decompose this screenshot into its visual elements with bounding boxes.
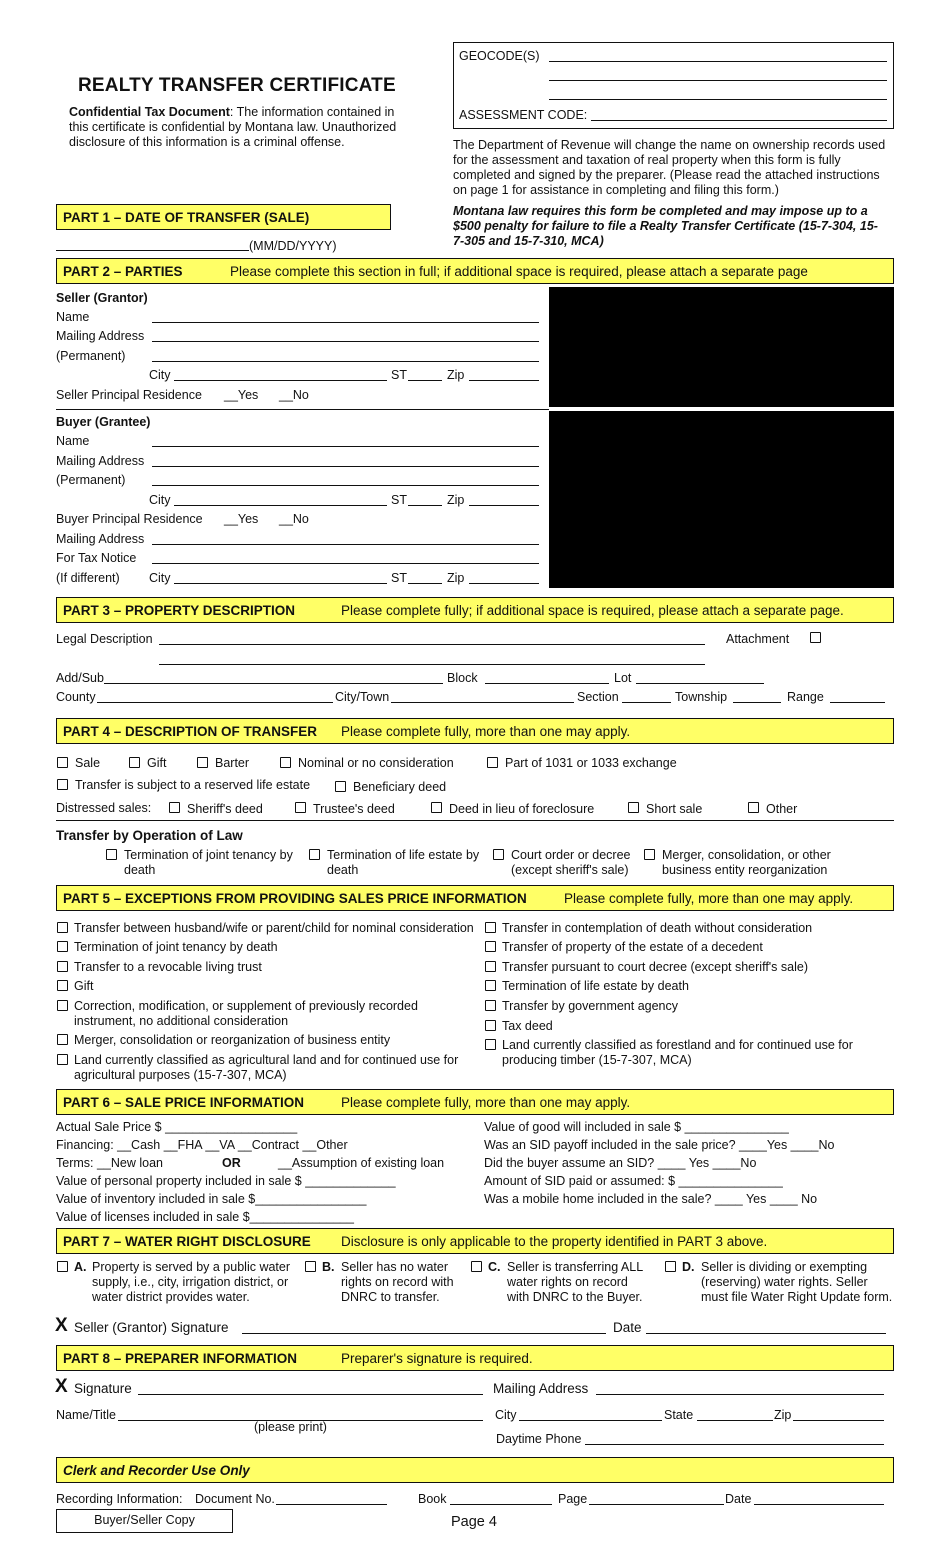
water-b-text-3: DNRC to transfer. <box>341 1290 440 1304</box>
water-d-text-3: must file Water Right Update form. <box>701 1290 893 1304</box>
water-a-text-1: Property is served by a public water <box>92 1260 291 1274</box>
part2-header <box>56 258 894 284</box>
part5-header <box>56 885 894 911</box>
clerk-heading: Clerk and Recorder Use Only <box>63 1463 250 1478</box>
assessment-code-label: ASSESSMENT CODE: <box>459 108 588 122</box>
city-town-line[interactable] <box>391 702 574 703</box>
preparer-signature-x-icon: X <box>55 1376 68 1397</box>
inventory-value[interactable]: Value of inventory included in sale $________________ <box>56 1192 367 1206</box>
exception-left-5-label: Correction, modification, or supplement of previously recorded <box>74 999 418 1013</box>
seller-mailing-line[interactable] <box>152 341 539 342</box>
preparer-mailing-label: Mailing Address <box>493 1381 589 1396</box>
exception-right-7-checkbox[interactable] <box>485 1039 496 1050</box>
water-a-letter: A. <box>74 1260 87 1274</box>
geocode-line-2[interactable] <box>549 80 887 81</box>
section-label: Section <box>577 690 619 704</box>
exception-right-3-label: Transfer pursuant to court decree (except sheriff's sale) <box>502 960 808 974</box>
part2-note: Please complete this section in full; if additional space is required, please attach a separate page <box>230 264 808 279</box>
part7-note: Disclosure is only applicable to the property identified in PART 3 above. <box>341 1234 768 1249</box>
seller-name-line[interactable] <box>152 322 539 323</box>
exception-right-5-checkbox[interactable] <box>485 1000 496 1011</box>
beneficiary-deed-label: Beneficiary deed <box>353 780 447 794</box>
termination-joint-label: Termination of joint tenancy by <box>124 848 293 862</box>
buyer-st-label: ST <box>391 493 407 507</box>
township-label: Township <box>675 690 728 704</box>
reserved-life-estate-label: Transfer is subject to a reserved life estate <box>75 778 311 792</box>
water-c-text-2: water rights on record <box>507 1275 628 1289</box>
redacted-area-seller <box>549 287 894 407</box>
part2-heading: PART 2 – PARTIES <box>63 264 183 279</box>
sale-label: Sale <box>75 756 101 770</box>
nominal-checkbox[interactable] <box>280 757 291 768</box>
tax-city-line[interactable] <box>174 583 387 584</box>
tax-zip-label: Zip <box>447 571 465 585</box>
termination-joint-label-2: death <box>124 863 156 877</box>
preparer-city-line[interactable] <box>519 1420 662 1421</box>
part8-header <box>56 1345 894 1371</box>
preparer-state-line[interactable] <box>697 1420 773 1421</box>
short-sale-checkbox[interactable] <box>628 802 639 813</box>
exception-right-1-checkbox[interactable] <box>485 922 496 933</box>
sid-amount[interactable]: Amount of SID paid or assumed: $ _______________ <box>484 1174 783 1188</box>
trustees-deed-label: Trustee's deed <box>313 802 395 816</box>
daytime-phone-line[interactable] <box>585 1444 884 1445</box>
court-order-label-2: (except sheriff's sale) <box>511 863 629 877</box>
seller-city-label: City <box>149 368 171 382</box>
part1-heading: PART 1 – DATE OF TRANSFER (SALE) <box>63 210 310 225</box>
exception-left-2-checkbox[interactable] <box>57 941 68 952</box>
preparer-zip-line[interactable] <box>793 1420 884 1421</box>
city-town-label: City/Town <box>335 690 390 704</box>
tax-mailing-label: Mailing Address <box>56 532 145 546</box>
part5-note: Please complete fully, more than one may apply. <box>564 891 854 906</box>
water-b-checkbox[interactable] <box>305 1261 316 1272</box>
exception-right-2-label: Transfer of property of the estate of a decedent <box>502 940 763 954</box>
water-a-text-2: supply, i.e., city, irrigation district, or <box>92 1275 289 1289</box>
preparer-state-label: State <box>664 1408 694 1422</box>
geocode-label: GEOCODE(S) <box>459 49 540 63</box>
water-d-letter: D. <box>682 1260 695 1274</box>
water-a-checkbox[interactable] <box>57 1261 68 1272</box>
sid-payoff[interactable]: Was an SID payoff included in the sale price? ____Yes ____No <box>484 1138 835 1152</box>
part4-heading: PART 4 – DESCRIPTION OF TRANSFER <box>63 724 318 739</box>
mobile-home[interactable]: Was a mobile home included in the sale? ____ Yes ____ No <box>484 1192 818 1206</box>
buyer-city-line[interactable] <box>174 505 387 506</box>
seller-st-label: ST <box>391 368 407 382</box>
water-d-text-1: Seller is dividing or exempting <box>701 1260 868 1274</box>
document-no-line[interactable] <box>276 1504 387 1505</box>
seller-st-line[interactable] <box>408 380 442 381</box>
range-label: Range <box>787 690 824 704</box>
part8-note: Preparer's signature is required. <box>341 1351 533 1366</box>
personal-property-value[interactable]: Value of personal property included in sale $ _____________ <box>56 1174 396 1188</box>
tax-st-line[interactable] <box>408 583 442 584</box>
barter-label: Barter <box>215 756 250 770</box>
form-title: REALTY TRANSFER CERTIFICATE <box>78 75 396 96</box>
merger-label: Merger, consolidation, or other <box>662 848 831 862</box>
water-a-text-3: water district provides water. <box>92 1290 250 1304</box>
lot-label: Lot <box>614 671 632 685</box>
county-label: County <box>56 690 96 704</box>
licenses-value[interactable]: Value of licenses included in sale $_______________ <box>56 1210 354 1224</box>
part3-heading: PART 3 – PROPERTY DESCRIPTION <box>63 603 296 618</box>
legal-description-line-2[interactable] <box>159 664 705 665</box>
buyer-name-line[interactable] <box>152 446 539 447</box>
exception-left-3-label: Transfer to a revocable living trust <box>74 960 262 974</box>
terms-new-loan[interactable]: Terms: __New loan <box>56 1156 163 1170</box>
preparer-signature-label: Signature <box>74 1381 132 1396</box>
seller-signature-line[interactable] <box>242 1333 606 1334</box>
buyer-permanent-label: (Permanent) <box>56 473 126 487</box>
confidential-text: : The information contained in this certificate is confidential by Montana law. Unauthorized disclosure of this information is a criminal offense. <box>69 105 397 149</box>
tax-mailing-line-2[interactable] <box>152 563 539 564</box>
add-sub-line[interactable] <box>104 683 443 684</box>
party-divider <box>56 409 549 410</box>
part7-heading: PART 7 – WATER RIGHT DISCLOSURE <box>63 1234 311 1249</box>
assessment-code-line[interactable] <box>591 120 887 121</box>
sid-assume[interactable]: Did the buyer assume an SID? ____ Yes ____No <box>484 1156 757 1170</box>
exception-left-3-checkbox[interactable] <box>57 961 68 972</box>
buyer-residence-no[interactable]: __No <box>279 512 309 526</box>
daytime-phone-label: Daytime Phone <box>496 1432 582 1446</box>
seller-date-line[interactable] <box>646 1333 886 1334</box>
buyer-st-line[interactable] <box>408 505 442 506</box>
termination-life-label: Termination of life estate by <box>327 848 480 862</box>
part6-note: Please complete fully, more than one may apply. <box>341 1095 631 1110</box>
beneficiary-deed-checkbox[interactable] <box>335 781 346 792</box>
part4-note: Please complete fully, more than one may apply. <box>341 724 631 739</box>
geocode-line-3[interactable] <box>549 99 887 100</box>
buyer-residence-yes[interactable]: __Yes <box>224 512 259 526</box>
water-d-checkbox[interactable] <box>665 1261 676 1272</box>
part3-note: Please complete fully; if additional space is required, please attach a separate page. <box>341 603 844 618</box>
penalty-notice: Montana law requires this form be completed and may impose up to a $500 penalty for failure to file a Realty Transfer Certificate (15-7-304, 15-7-305 and 15-7-310, MCA) <box>453 204 878 248</box>
buyer-mailing-line-2[interactable] <box>152 485 539 486</box>
exception-right-4-label: Termination of life estate by death <box>502 979 689 993</box>
tax-mailing-line[interactable] <box>152 544 539 545</box>
deed-in-lieu-checkbox[interactable] <box>431 802 442 813</box>
seller-zip-label: Zip <box>447 368 465 382</box>
seller-name-label: Name <box>56 310 90 324</box>
exception-left-4-checkbox[interactable] <box>57 980 68 991</box>
exception-left-4-label: Gift <box>74 979 94 993</box>
exception-left-2-label: Termination of joint tenancy by death <box>74 940 278 954</box>
attachment-checkbox[interactable] <box>810 632 821 643</box>
other-distressed-label: Other <box>766 802 798 816</box>
if-different-label: (If different) <box>56 571 120 585</box>
termination-life-checkbox[interactable] <box>309 849 320 860</box>
gift-checkbox[interactable] <box>129 757 140 768</box>
legal-description-label: Legal Description <box>56 632 153 646</box>
buyer-city-label: City <box>149 493 171 507</box>
part3-header <box>56 597 894 623</box>
buyer-mailing-line[interactable] <box>152 466 539 467</box>
block-label: Block <box>447 671 478 685</box>
exchange-1031-checkbox[interactable] <box>487 757 498 768</box>
exception-left-5-cont: instrument, no additional consideration <box>74 1014 289 1028</box>
legal-description-line[interactable] <box>159 644 705 645</box>
seller-signature-x-icon: X <box>55 1315 68 1336</box>
page-label: Page <box>558 1492 588 1506</box>
part8-heading: PART 8 – PREPARER INFORMATION <box>63 1351 298 1366</box>
exception-left-7-checkbox[interactable] <box>57 1054 68 1065</box>
other-distressed-checkbox[interactable] <box>748 802 759 813</box>
water-c-text-1: Seller is transferring ALL <box>507 1260 644 1274</box>
part4-divider <box>56 820 894 821</box>
buyer-zip-label: Zip <box>447 493 465 507</box>
seller-residence-no[interactable]: __No <box>279 388 309 402</box>
terms-assumption[interactable]: __Assumption of existing loan <box>278 1156 445 1170</box>
tax-st-label: ST <box>391 571 407 585</box>
preparer-signature-line[interactable] <box>138 1394 483 1395</box>
township-line[interactable] <box>733 702 781 703</box>
financing-options[interactable]: Financing: __Cash __FHA __VA __Contract __Other <box>56 1138 348 1152</box>
seller-date-label: Date <box>613 1320 642 1335</box>
page-number: Page 4 <box>451 1514 497 1530</box>
termination-joint-checkbox[interactable] <box>106 849 117 860</box>
part7-header <box>56 1228 894 1254</box>
trustees-deed-checkbox[interactable] <box>295 802 306 813</box>
for-tax-notice-label: For Tax Notice <box>56 551 137 565</box>
record-date-label: Date <box>725 1492 752 1506</box>
gift-label: Gift <box>147 756 167 770</box>
add-sub-label: Add/Sub <box>56 671 104 685</box>
part6-heading: PART 6 – SALE PRICE INFORMATION <box>63 1095 305 1110</box>
exception-right-6-label: Tax deed <box>502 1019 553 1033</box>
part1-header <box>56 204 391 230</box>
buyer-mailing-label: Mailing Address <box>56 454 145 468</box>
date-format-hint: (MM/DD/YYYY) <box>249 239 337 253</box>
seller-signature-label: Seller (Grantor) Signature <box>74 1320 229 1335</box>
confidential-label: Confidential Tax Document <box>69 105 230 119</box>
exception-left-7-label: Land currently classified as agricultural land and for continued use for <box>74 1053 459 1067</box>
short-sale-label: Short sale <box>646 802 703 816</box>
name-title-label: Name/Title <box>56 1408 116 1422</box>
water-d-text-2: (reserving) water rights. Seller <box>701 1275 868 1289</box>
seller-mailing-line-2[interactable] <box>152 361 539 362</box>
buyer-heading: Buyer (Grantee) <box>56 415 151 429</box>
actual-sale-price[interactable]: Actual Sale Price $ ___________________ <box>56 1120 298 1134</box>
sheriffs-deed-label: Sheriff's deed <box>187 802 263 816</box>
copy-label: Buyer/Seller Copy <box>94 1513 195 1527</box>
exception-right-7-cont: producing timber (15-7-307, MCA) <box>502 1053 692 1067</box>
book-label: Book <box>418 1492 447 1506</box>
buyer-zip-line[interactable] <box>469 505 539 506</box>
block-line[interactable] <box>485 683 609 684</box>
water-b-text-1: Seller has no water <box>341 1260 449 1274</box>
exchange-1031-label: Part of 1031 or 1033 exchange <box>505 756 677 770</box>
merger-label-2: business entity reorganization <box>662 863 828 877</box>
seller-residence-yes[interactable]: __Yes <box>224 388 259 402</box>
seller-heading: Seller (Grantor) <box>56 291 148 305</box>
nominal-label: Nominal or no consideration <box>298 756 454 770</box>
terms-or: OR <box>222 1156 241 1170</box>
water-c-letter: C. <box>488 1260 501 1274</box>
buyer-name-label: Name <box>56 434 90 448</box>
sheriffs-deed-checkbox[interactable] <box>169 802 180 813</box>
exception-right-7-label: Land currently classified as forestland and for continued use for <box>502 1038 853 1052</box>
exception-left-1-checkbox[interactable] <box>57 922 68 933</box>
redacted-area-buyer <box>549 411 894 588</box>
book-line[interactable] <box>450 1504 552 1505</box>
section-line[interactable] <box>622 702 671 703</box>
exception-right-1-label: Transfer in contemplation of death without consideration <box>502 921 813 935</box>
barter-checkbox[interactable] <box>197 757 208 768</box>
exception-left-6-checkbox[interactable] <box>57 1034 68 1045</box>
sale-checkbox[interactable] <box>57 757 68 768</box>
part6-header <box>56 1089 894 1115</box>
deed-in-lieu-label: Deed in lieu of foreclosure <box>449 802 595 816</box>
exception-left-6-label: Merger, consolidation or reorganization of business entity <box>74 1033 391 1047</box>
water-c-text-3: with DNRC to the Buyer. <box>507 1290 643 1304</box>
preparer-mailing-line[interactable] <box>596 1394 884 1395</box>
dor-notice: The Department of Revenue will change the name on ownership records used for the assessment and taxation of real property when this form is fully completed and signed by the preparer. (Please read the attached instructions on page 1 for assistance in completing and filing this form.) <box>453 138 886 197</box>
exception-right-5-label: Transfer by government agency <box>502 999 679 1013</box>
exception-left-5-checkbox[interactable] <box>57 1000 68 1011</box>
exception-left-1-label: Transfer between husband/wife or parent/child for nominal consideration <box>74 921 474 935</box>
lot-line[interactable] <box>636 683 764 684</box>
exception-right-2-checkbox[interactable] <box>485 941 496 952</box>
seller-residence-label: Seller Principal Residence <box>56 388 202 402</box>
water-b-text-2: rights on record with <box>341 1275 454 1289</box>
operation-of-law-heading: Transfer by Operation of Law <box>56 828 243 843</box>
seller-zip-line[interactable] <box>469 380 539 381</box>
termination-life-label-2: death <box>327 863 359 877</box>
buyer-residence-label: Buyer Principal Residence <box>56 512 203 526</box>
exception-right-6-checkbox[interactable] <box>485 1020 496 1031</box>
exception-left-7-cont: agricultural purposes (15-7-307, MCA) <box>74 1068 287 1082</box>
attachment-label: Attachment <box>726 632 790 646</box>
record-date-line[interactable] <box>754 1504 884 1505</box>
confidential-notice <box>69 105 414 150</box>
preparer-zip-label: Zip <box>774 1408 792 1422</box>
exception-right-3-checkbox[interactable] <box>485 961 496 972</box>
court-order-label: Court order or decree <box>511 848 631 862</box>
seller-permanent-label: (Permanent) <box>56 349 126 363</box>
reserved-life-estate-checkbox[interactable] <box>57 779 68 790</box>
distressed-sales-label: Distressed sales: <box>56 801 152 815</box>
transfer-date-line[interactable] <box>56 250 249 251</box>
water-b-letter: B. <box>322 1260 335 1274</box>
page-line[interactable] <box>589 1504 724 1505</box>
exception-right-4-checkbox[interactable] <box>485 980 496 991</box>
preparer-city-label: City <box>495 1408 517 1422</box>
part4-header <box>56 718 894 744</box>
seller-mailing-label: Mailing Address <box>56 329 145 343</box>
recording-info-label: Recording Information: <box>56 1492 183 1506</box>
part5-heading: PART 5 – EXCEPTIONS FROM PROVIDING SALES PRICE INFORMATION <box>63 891 527 906</box>
tax-city-label: City <box>149 571 171 585</box>
water-c-checkbox[interactable] <box>471 1261 482 1272</box>
merger-checkbox[interactable] <box>644 849 655 860</box>
seller-city-line[interactable] <box>174 380 387 381</box>
tax-zip-line[interactable] <box>469 583 539 584</box>
goodwill-value[interactable]: Value of good will included in sale $ _______________ <box>484 1120 789 1134</box>
court-order-checkbox[interactable] <box>493 849 504 860</box>
geocode-line-1[interactable] <box>549 61 887 62</box>
document-no-label: Document No. <box>195 1492 275 1506</box>
county-line[interactable] <box>97 702 333 703</box>
please-print-hint: (please print) <box>254 1420 327 1434</box>
range-line[interactable] <box>830 702 885 703</box>
clerk-header <box>56 1457 894 1483</box>
